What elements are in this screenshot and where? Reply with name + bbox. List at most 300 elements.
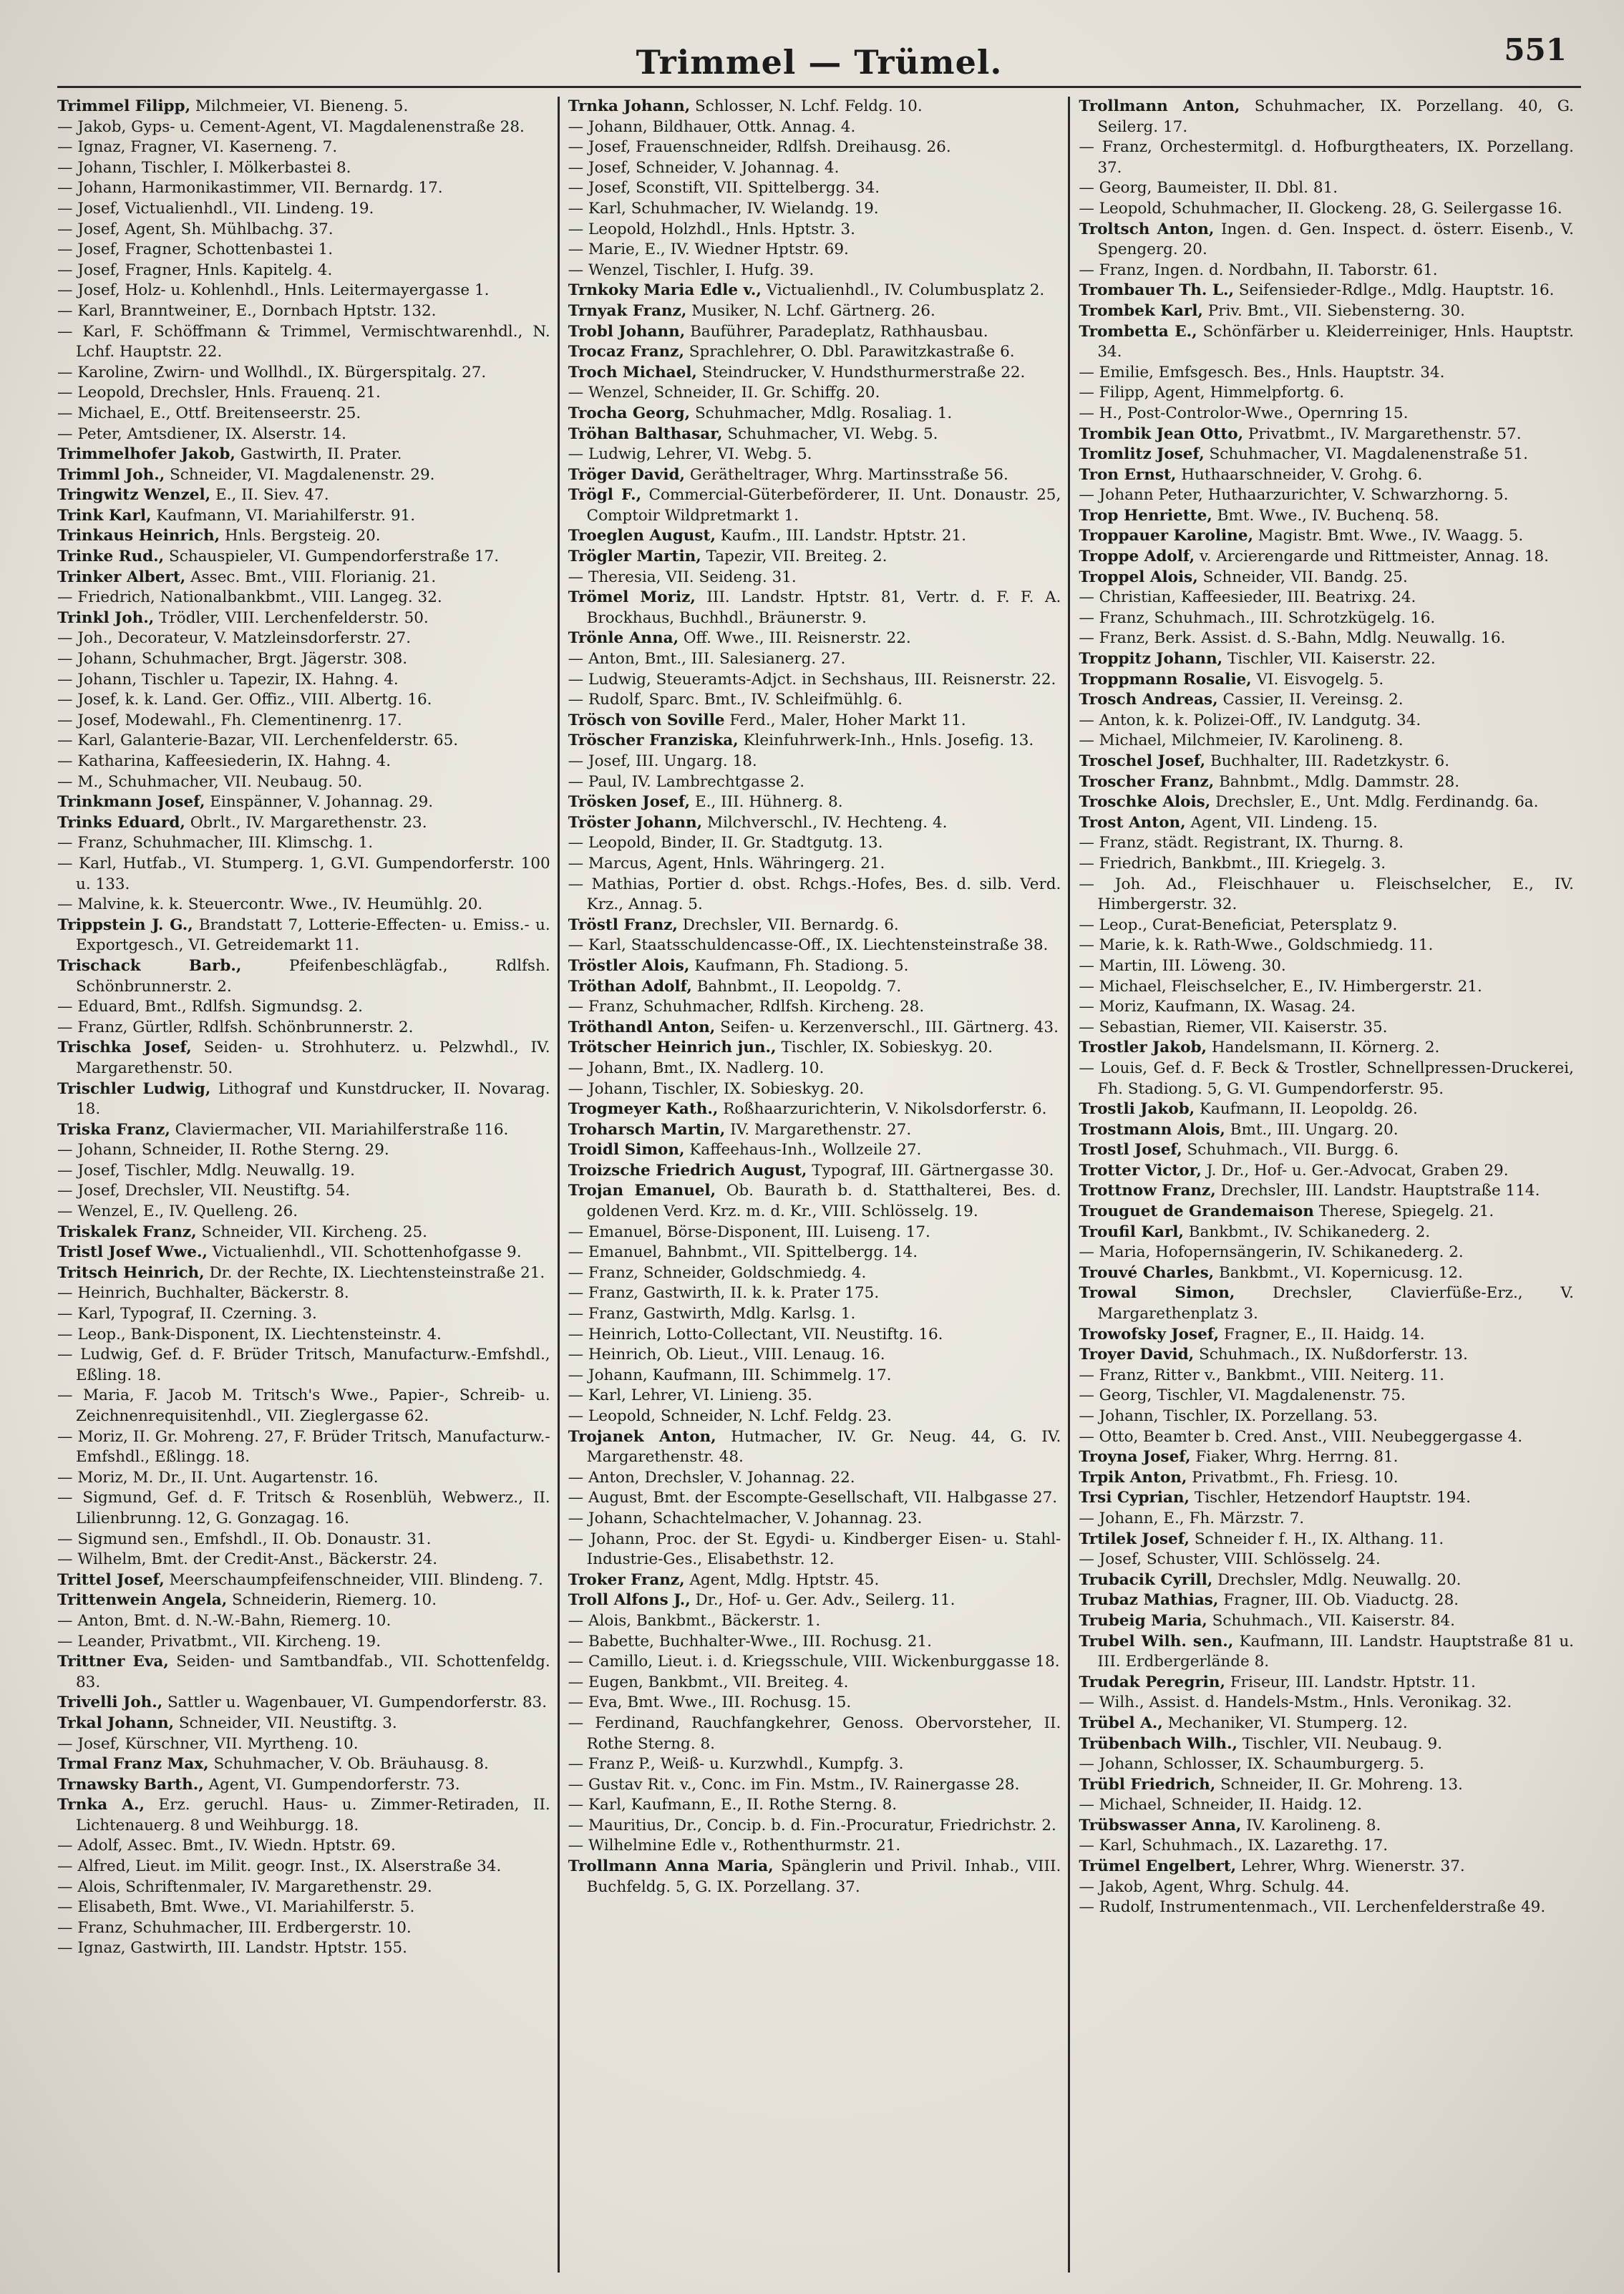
directory-entry	[1079, 1673, 1574, 1693]
entry-name: Trombetta E.,	[1079, 322, 1197, 341]
entry-text: — Josef, Modewahl., Fh. Clementinenrg. 17.	[57, 711, 402, 729]
directory-entry	[57, 649, 550, 670]
directory-entry	[57, 526, 550, 547]
entry-text: — Moriz, II. Gr. Mohreng. 27, F. Brüder Tritsch, Manufacturw.-Emfshdl., Eßlingg. 18.	[57, 1427, 550, 1467]
entry-text: — Sigmund, Gef. d. F. Tritsch & Rosenblüh, Webwerz., II. Lilienbrunng. 12, G. Gonzagag. 16.	[57, 1489, 550, 1527]
directory-entry	[1079, 1018, 1574, 1039]
entry-text: — Josef, Schneider, V. Johannag. 4.	[568, 158, 840, 177]
directory-entry	[568, 977, 1061, 998]
entry-text: — Josef, Fragner, Hnls. Kapitelg. 4.	[57, 261, 333, 279]
entry-text: — Filipp, Agent, Himmelpfortg. 6.	[1079, 384, 1345, 402]
entry-text: — Leop., Bank-Disponent, IX. Liechtensteinstr. 4.	[57, 1325, 442, 1343]
directory-entry	[568, 424, 1061, 445]
directory-entry	[1079, 1530, 1574, 1550]
entry-text: Agent, VI. Gumpendorferstr. 73.	[203, 1775, 460, 1794]
directory-entry	[568, 137, 1061, 158]
entry-text: E., III. Hühnerg. 8.	[690, 793, 843, 812]
directory-entry	[1079, 97, 1574, 137]
entry-text: — Johann, Bildhauer, Ottk. Annag. 4.	[568, 117, 856, 136]
entry-text: — Leopold, Schneider, N. Lchf. Feldg. 23.	[568, 1407, 892, 1425]
directory-entry	[568, 1836, 1061, 1857]
directory-entry	[568, 220, 1061, 240]
entry-text: — Johann, Tischler u. Tapezir, IX. Hahng. 4.	[57, 670, 399, 689]
entry-name: Trojan Emanuel,	[568, 1182, 716, 1200]
directory-entry	[1079, 1611, 1574, 1632]
entry-name: Trotter Victor,	[1079, 1161, 1202, 1180]
entry-name: Trimmel Filipp,	[57, 97, 191, 115]
directory-entry	[57, 670, 550, 691]
entry-text: — Michael, Schneider, II. Haidg. 12.	[1079, 1796, 1363, 1814]
entry-text: — Josef, Sconstift, VII. Spittelbergg. 34.	[568, 179, 880, 198]
directory-entry	[568, 1652, 1061, 1673]
entry-text: Steindrucker, V. Hundsthurmerstraße 22.	[696, 363, 1026, 381]
entry-name: Trnyak Franz,	[568, 301, 687, 320]
directory-entry	[1079, 1488, 1574, 1509]
entry-text: — Peter, Amtsdiener, IX. Alserstr. 14.	[57, 424, 346, 443]
directory-entry	[1079, 178, 1574, 199]
entry-text: Sprachlehrer, O. Dbl. Parawitzkastraße 6.	[684, 343, 1015, 361]
entry-name: Trittel Josef,	[57, 1570, 165, 1589]
directory-entry	[57, 568, 550, 588]
entry-text: — Karl, Lehrer, VI. Linieng. 35.	[568, 1386, 812, 1405]
entry-text: Schönfärber u. Kleiderreiniger, Hnls. Hauptstr. 34.	[1097, 322, 1574, 361]
entry-text: — Leopold, Holzhdl., Hnls. Hptstr. 3.	[568, 220, 855, 238]
directory-entry	[57, 1345, 550, 1386]
entry-name: Trümel Engelbert,	[1079, 1857, 1237, 1876]
directory-entry	[1079, 1775, 1574, 1796]
entry-text: Schneider f. H., IX. Althang. 11.	[1189, 1530, 1444, 1548]
entry-name: Troeglen August,	[568, 527, 716, 545]
entry-text: Obrlt., IV. Margarethenstr. 23.	[185, 813, 427, 832]
directory-entry	[57, 465, 550, 486]
entry-text: — Theresia, VII. Seideng. 31.	[568, 568, 797, 586]
directory-entry	[57, 752, 550, 772]
directory-entry	[1079, 1570, 1574, 1591]
entry-text: — Michael, Milchmeier, IV. Karolineng. 8.	[1079, 732, 1404, 750]
directory-entry	[57, 956, 550, 997]
directory-entry	[57, 1304, 550, 1325]
entry-text: — Emilie, Emfsgesch. Bes., Hnls. Hauptstr. 34.	[1079, 363, 1445, 381]
directory-entry	[1079, 1120, 1574, 1141]
entry-text: — Babette, Buchhalter-Wwe., III. Rochusg. 21.	[568, 1632, 932, 1651]
entry-name: Troch Michael,	[568, 363, 697, 381]
entry-text: Milchmeier, VI. Bieneng. 5.	[190, 97, 409, 115]
directory-entry	[568, 240, 1061, 261]
directory-entry	[57, 1918, 550, 1939]
directory-entry	[57, 813, 550, 834]
entry-name: Trubeig Maria,	[1079, 1611, 1207, 1630]
directory-entry	[1079, 322, 1574, 363]
entry-text: Musiker, N. Lchf. Gärtnerg. 26.	[686, 301, 935, 320]
directory-entry	[568, 1325, 1061, 1346]
directory-entry	[1079, 1038, 1574, 1059]
directory-entry	[1079, 1427, 1574, 1448]
directory-entry	[568, 178, 1061, 199]
directory-entry	[568, 1816, 1061, 1837]
entry-text: Bauführer, Paradeplatz, Rathhausbau.	[685, 322, 988, 341]
entry-text: Tischler, VII. Neubaug. 9.	[1237, 1734, 1443, 1753]
entry-name: Trübl Friedrich,	[1079, 1775, 1216, 1794]
directory-entry	[57, 772, 550, 793]
entry-text: Spänglerin und Privil. Inhab., VIII. Buchfeldg. 5, G. IX. Porzellang. 37.	[586, 1857, 1061, 1896]
entry-text: — Anton, Drechsler, V. Johannag. 22.	[568, 1468, 855, 1487]
directory-entry	[57, 895, 550, 915]
entry-text: — Josef, Holz- u. Kohlenhdl., Hnls. Leitermayergasse 1.	[57, 281, 490, 300]
directory-entry	[568, 363, 1061, 384]
directory-entry	[568, 1488, 1061, 1509]
entry-text: — Franz, Schuhmacher, III. Klimschg. 1.	[57, 834, 374, 852]
entry-name: Trink Karl,	[57, 506, 152, 525]
entry-name: Troppmann Rosalie,	[1079, 670, 1252, 689]
directory-entry	[568, 854, 1061, 875]
entry-text: Milchverschl., IV. Hechteng. 4.	[702, 813, 948, 832]
directory-entry	[568, 1795, 1061, 1816]
entry-text: — Franz, Berk. Assist. d. S.-Bahn, Mdlg. Neuwallg. 16.	[1079, 629, 1506, 648]
directory-entry	[1079, 1223, 1574, 1243]
directory-entry	[57, 547, 550, 568]
directory-entry	[57, 1263, 550, 1284]
directory-entry	[568, 1018, 1061, 1039]
entry-text: Fragner, E., II. Haidg. 14.	[1219, 1325, 1425, 1343]
directory-entry	[568, 1530, 1061, 1570]
directory-entry	[1079, 199, 1574, 220]
directory-entry	[1079, 1693, 1574, 1714]
directory-entry	[568, 281, 1061, 301]
entry-text: Seifensieder-Rdlge., Mdlg. Hauptstr. 16.	[1233, 281, 1555, 300]
entry-text: — Franz, Schuhmacher, III. Erdbergerstr. 10.	[57, 1918, 412, 1937]
directory-entry	[568, 342, 1061, 363]
entry-name: Troker Franz,	[568, 1570, 685, 1589]
entry-text: — Leopold, Schuhmacher, II. Glockeng. 28, G. Seilergasse 16.	[1079, 199, 1562, 218]
directory-entry	[568, 690, 1061, 711]
entry-name: Trögl F.,	[568, 486, 642, 505]
directory-entry	[1079, 506, 1574, 527]
directory-entry	[568, 1366, 1061, 1386]
entry-name: Trögler Martin,	[568, 548, 701, 566]
entry-text: — Eugen, Bankbmt., VII. Breiteg. 4.	[568, 1673, 849, 1691]
directory-entry	[57, 1140, 550, 1161]
directory-entry	[57, 301, 550, 322]
directory-entry	[1079, 1897, 1574, 1918]
entry-text: — Heinrich, Ob. Lieut., VIII. Lenaug. 16.	[568, 1346, 885, 1364]
entry-text: Seifen- u. Kerzenverschl., III. Gärtnerg. 43.	[715, 1018, 1059, 1036]
directory-entry	[1079, 711, 1574, 732]
directory-entry	[568, 935, 1061, 956]
directory-entry	[57, 117, 550, 138]
directory-entry	[1079, 1447, 1574, 1468]
directory-entry	[1079, 1795, 1574, 1816]
entry-name: Trischka Josef,	[57, 1039, 192, 1057]
entry-text: — Katharina, Kaffeesiederin, IX. Hahng. 4.	[57, 752, 392, 770]
entry-text: — Johann, Bmt., IX. Nadlerg. 10.	[568, 1059, 825, 1077]
entry-text: Schuhmacher, VI. Webg. 5.	[722, 424, 938, 443]
entry-text: — Josef, III. Ungarg. 18.	[568, 752, 757, 770]
directory-entry	[57, 1550, 550, 1570]
directory-entry	[1079, 485, 1574, 506]
entry-name: Troltsch Anton,	[1079, 220, 1215, 238]
entry-text: — Josef, Tischler, Mdlg. Neuwallg. 19.	[57, 1161, 355, 1180]
entry-name: Trimml Joh.,	[57, 465, 165, 484]
entry-name: Trombik Jean Otto,	[1079, 424, 1244, 443]
directory-entry	[1079, 792, 1574, 813]
directory-entry	[57, 444, 550, 465]
entry-name: Trostler Jakob,	[1079, 1039, 1207, 1057]
entry-name: Trubaz Mathias,	[1079, 1591, 1219, 1610]
directory-entry	[568, 915, 1061, 936]
directory-entry	[1079, 1161, 1574, 1182]
entry-name: Trübenbach Wilh.,	[1079, 1734, 1238, 1753]
directory-entry	[568, 833, 1061, 854]
directory-entry	[1079, 1734, 1574, 1755]
directory-entry	[57, 1161, 550, 1182]
entry-text: Dr. der Rechte, IX. Liechtensteinstraße 21.	[204, 1263, 545, 1282]
entry-text: — Georg, Baumeister, II. Dbl. 81.	[1079, 179, 1338, 198]
directory-entry	[57, 506, 550, 527]
entry-text: — Johann, Schneider, II. Rothe Sterng. 29.	[57, 1141, 389, 1160]
directory-entry	[57, 1754, 550, 1775]
entry-text: Ob. Baurath b. d. Statthalterei, Bes. d. goldenen Verd. Krz. m. d. Kr., VIII. Schlösselg. 19.	[586, 1182, 1061, 1221]
entry-text: — Gustav Rit. v., Conc. im Fin. Mstm., IV. Rainergasse 28.	[568, 1775, 1020, 1794]
entry-text: Commercial-Güterbeförderer, II. Unt. Donaustr. 25, Comptoir Wildpretmarkt 1.	[586, 486, 1061, 525]
directory-entry	[568, 1304, 1061, 1325]
entry-name: Trocha Georg,	[568, 404, 691, 422]
entry-text: — Johann, Schlosser, IX. Schaumburgerg. 5.	[1079, 1755, 1424, 1774]
entry-text: Victualienhdl., IV. Columbusplatz 2.	[761, 281, 1045, 300]
entry-text: Bahnbmt., II. Leopoldg. 7.	[691, 977, 902, 996]
entry-text: — Rudolf, Instrumentenmach., VII. Lerchenfelderstraße 49.	[1079, 1898, 1546, 1917]
directory-entry	[57, 1795, 550, 1836]
directory-entry	[568, 772, 1061, 793]
directory-entry	[1079, 1406, 1574, 1427]
directory-entry	[568, 1120, 1061, 1141]
directory-entry	[57, 1202, 550, 1223]
directory-entry	[57, 1120, 550, 1141]
directory-entry	[1079, 1263, 1574, 1284]
directory-entry	[1079, 1059, 1574, 1099]
columns	[57, 97, 1581, 2273]
entry-name: Tröhan Balthasar,	[568, 424, 723, 443]
directory-entry	[57, 220, 550, 240]
entry-text: — Camillo, Lieut. i. d. Kriegsschule, VIII. Wickenburggasse 18.	[568, 1653, 1060, 1671]
entry-text: — Heinrich, Lotto-Collectant, VII. Neustiftg. 16.	[568, 1325, 943, 1343]
entry-name: Trtilek Josef,	[1079, 1530, 1190, 1548]
entry-name: Tritsch Heinrich,	[57, 1263, 205, 1282]
directory-entry	[568, 588, 1061, 628]
entry-text: Gerätheltrager, Whrg. Martinsstraße 56.	[685, 465, 1008, 484]
entry-text: — Martin, III. Löweng. 30.	[1079, 956, 1286, 975]
column-left	[57, 97, 560, 2273]
directory-entry	[57, 240, 550, 261]
entry-text: Drechsler, III. Landstr. Hauptstraße 114.	[1215, 1182, 1540, 1200]
entry-text: Drechsler, Clavierfüße-Erz., V. Margarethenplatz 3.	[1097, 1284, 1574, 1323]
directory-entry	[1079, 383, 1574, 404]
directory-entry	[57, 1693, 550, 1714]
directory-entry	[1079, 568, 1574, 588]
directory-entry	[568, 731, 1061, 752]
entry-text: Schneider, VII. Kircheng. 25.	[196, 1223, 428, 1241]
entry-name: Tromlitz Josef,	[1079, 445, 1205, 464]
directory-entry	[57, 1243, 550, 1263]
directory-entry	[568, 97, 1061, 117]
entry-text: — Ferdinand, Rauchfangkehrer, Genoss. Obervorsteher, II. Rothe Sterng. 8.	[568, 1714, 1061, 1753]
entry-text: — Ludwig, Gef. d. F. Brüder Tritsch, Manufacturw.-Emfshdl., Eßling. 18.	[57, 1346, 550, 1384]
entry-text: Meerschaumpfeifenschneider, VIII. Blindeng. 7.	[164, 1570, 543, 1589]
entry-text: Hutmacher, IV. Gr. Neug. 44, G. IV. Margarethenstr. 48.	[586, 1427, 1061, 1467]
entry-name: Trollmann Anna Maria,	[568, 1857, 774, 1876]
entry-text: Schlosser, N. Lchf. Feldg. 10.	[690, 97, 923, 115]
directory-entry	[568, 1181, 1061, 1222]
entry-text: — Karl, Schuhmacher, IV. Wielandg. 19.	[568, 199, 879, 218]
directory-entry	[57, 1938, 550, 1959]
entry-text: Schneiderin, Riemerg. 10.	[227, 1591, 437, 1610]
entry-text: Einspänner, V. Johannag. 29.	[205, 793, 434, 812]
directory-entry	[1079, 444, 1574, 465]
directory-entry	[1079, 526, 1574, 547]
entry-text: — Karoline, Zwirn- und Wollhdl., IX. Bürgerspitalg. 27.	[57, 363, 487, 381]
entry-text: — Karl, Branntweiner, E., Dornbach Hptstr. 132.	[57, 301, 437, 320]
entry-text: — Jakob, Agent, Whrg. Schulg. 44.	[1079, 1877, 1350, 1896]
entry-text: Schuhmacher, Mdlg. Rosaliag. 1.	[690, 404, 953, 422]
directory-entry	[568, 997, 1061, 1018]
entry-text: — Adolf, Assec. Bmt., IV. Wiedn. Hptstr. 69.	[57, 1837, 396, 1855]
entry-name: Tröthandl Anton,	[568, 1018, 716, 1036]
entry-text: Schauspieler, VI. Gumpendorferstraße 17.	[164, 548, 500, 566]
entry-text: E., II. Siev. 47.	[210, 486, 329, 505]
directory-entry	[1079, 608, 1574, 629]
directory-entry	[1079, 1099, 1574, 1120]
entry-text: — Georg, Tischler, VI. Magdalenenstr. 75.	[1079, 1386, 1406, 1405]
entry-text: J. Dr., Hof- u. Ger.-Advocat, Graben 29.	[1201, 1161, 1509, 1180]
entry-text: — Josef, Fragner, Schottenbastei 1.	[57, 240, 334, 259]
directory-entry	[568, 1611, 1061, 1632]
entry-text: Hnls. Bergsteig. 20.	[220, 527, 381, 545]
entry-text: — Alois, Bankbmt., Bäckerstr. 1.	[568, 1611, 821, 1630]
entry-text: — Franz, Gastwirth, Mdlg. Karlsg. 1.	[568, 1305, 856, 1323]
entry-text: Drechsler, Mdlg. Neuwallg. 20.	[1212, 1570, 1462, 1589]
entry-name: Triska Franz,	[57, 1120, 170, 1139]
entry-name: Trinks Eduard,	[57, 813, 185, 832]
entry-text: VI. Eisvogelg. 5.	[1251, 670, 1384, 689]
directory-entry	[1079, 1325, 1574, 1346]
directory-entry	[568, 1079, 1061, 1100]
entry-text: — Ludwig, Steueramts-Adjct. in Sechshaus, III. Reisnerstr. 22.	[568, 670, 1056, 689]
directory-entry	[57, 1181, 550, 1202]
entry-name: Trnka Johann,	[568, 97, 691, 115]
entry-text: Bahnbmt., Mdlg. Dammstr. 28.	[1214, 772, 1460, 791]
entry-text: Agent, Mdlg. Hptstr. 45.	[684, 1570, 880, 1589]
directory-entry	[57, 1775, 550, 1796]
entry-text: — Michael, Fleischselcher, E., IV. Himbergerstr. 21.	[1079, 977, 1482, 996]
entry-name: Trobl Johann,	[568, 322, 686, 341]
directory-entry	[57, 1079, 550, 1120]
entry-text: Roßhaarzurichterin, V. Nikolsdorferstr. 6.	[718, 1100, 1047, 1119]
directory-entry	[57, 1283, 550, 1304]
entry-text: — Ignaz, Gastwirth, III. Landstr. Hptstr. 155.	[57, 1939, 408, 1958]
entry-text: Tischler, VII. Kaiserstr. 22.	[1222, 650, 1436, 669]
entry-name: Trocaz Franz,	[568, 343, 684, 361]
directory-entry	[568, 301, 1061, 322]
entry-name: Trivelli Joh.,	[57, 1693, 163, 1712]
entry-text: Agent, VII. Lindeng. 15.	[1185, 813, 1378, 832]
entry-name: Trötscher Heinrich jun.,	[568, 1039, 777, 1057]
directory-entry	[568, 792, 1061, 813]
directory-entry	[1079, 1550, 1574, 1570]
directory-entry	[1079, 1857, 1574, 1877]
directory-entry	[1079, 1754, 1574, 1775]
entry-text: — Mauritius, Dr., Concip. b. d. Fin.-Procuratur, Friedrichstr. 2.	[568, 1816, 1056, 1834]
directory-entry	[57, 1468, 550, 1489]
entry-text: Lehrer, Whrg. Wienerstr. 37.	[1236, 1857, 1465, 1876]
directory-entry	[1079, 772, 1574, 793]
page-header	[57, 14, 1581, 88]
directory-entry	[1079, 690, 1574, 711]
directory-entry	[1079, 1816, 1574, 1837]
entry-text: Kleinfuhrwerk-Inh., Hnls. Josefig. 13.	[738, 732, 1034, 750]
directory-entry	[568, 1673, 1061, 1693]
directory-entry	[57, 158, 550, 179]
directory-entry	[568, 199, 1061, 220]
entry-text: — Christian, Kaffeesieder, III. Beatrixg. 24.	[1079, 588, 1416, 607]
entry-text: Sattler u. Wagenbauer, VI. Gumpendorferstr. 83.	[162, 1693, 548, 1712]
directory-entry	[568, 1632, 1061, 1653]
entry-text: Tapezir, VII. Breiteg. 2.	[701, 548, 888, 566]
directory-entry	[1079, 1468, 1574, 1489]
entry-text: Schuhmach., IX. Nußdorferstr. 13.	[1194, 1346, 1468, 1364]
entry-text: — Johann, Schachtelmacher, V. Johannag. 23.	[568, 1509, 923, 1527]
entry-name: Trinkl Joh.,	[57, 608, 155, 627]
entry-text: — Sebastian, Riemer, VII. Kaiserstr. 35.	[1079, 1018, 1388, 1036]
directory-entry	[1079, 649, 1574, 670]
directory-entry	[568, 526, 1061, 547]
entry-name: Troizsche Friedrich August,	[568, 1161, 807, 1180]
entry-text: Friseur, III. Landstr. Hptstr. 11.	[1225, 1673, 1476, 1691]
directory-entry	[568, 1038, 1061, 1059]
entry-name: Trischack Barb.,	[57, 956, 242, 975]
entry-text: — Josef, k. k. Land. Ger. Offiz., VIII. Albertg. 16.	[57, 691, 432, 709]
directory-entry	[1079, 547, 1574, 568]
directory-entry	[1079, 1714, 1574, 1734]
entry-text: — Johann, Tischler, I. Mölkerbastei 8.	[57, 158, 351, 177]
entry-name: Trinke Rud.,	[57, 548, 165, 566]
entry-text: IV. Margarethenstr. 27.	[725, 1120, 912, 1139]
entry-text: — Wilhelmine Edle v., Rothenthurmstr. 21.	[568, 1837, 901, 1855]
entry-text: Drechsler, E., Unt. Mdlg. Ferdinandg. 6a.	[1210, 793, 1539, 812]
entry-text: Seiden- u. Strohhuterz. u. Pelzwhdl., IV. Margarethenstr. 50.	[76, 1039, 550, 1077]
entry-name: Trop Henriette,	[1079, 506, 1212, 525]
entry-text: — M., Schuhmacher, VII. Neubaug. 50.	[57, 772, 363, 791]
directory-entry	[568, 568, 1061, 588]
directory-entry	[57, 137, 550, 158]
entry-text: III. Landstr. Hptstr. 81, Vertr. d. F. F. A. Brockhaus, Buchhdl., Bräunerstr. 9.	[586, 588, 1061, 627]
entry-text: Schuhmacher, IX. Porzellang. 40, G. Seilerg. 17.	[1097, 97, 1574, 136]
directory-entry	[57, 608, 550, 629]
directory-entry	[568, 158, 1061, 179]
directory-entry	[568, 1857, 1061, 1897]
entry-name: Trouguet de Grandemaison	[1079, 1202, 1314, 1221]
entry-name: Tröscher Franziska,	[568, 732, 739, 750]
directory-entry	[57, 1488, 550, 1529]
entry-text: Schuhmacher, V. Ob. Bräuhausg. 8.	[208, 1755, 489, 1774]
directory-entry	[1079, 363, 1574, 384]
directory-entry	[57, 731, 550, 752]
directory-entry	[1079, 1140, 1574, 1161]
directory-entry	[568, 485, 1061, 526]
entry-name: Troyer David,	[1079, 1346, 1195, 1364]
entry-text: — Heinrich, Buchhalter, Bäckerstr. 8.	[57, 1284, 349, 1303]
entry-text: — Leop., Curat-Beneficiat, Petersplatz 9.	[1079, 915, 1398, 934]
directory-entry	[568, 117, 1061, 138]
entry-text: — Sigmund sen., Emfshdl., II. Ob. Donaustr. 31.	[57, 1530, 432, 1548]
